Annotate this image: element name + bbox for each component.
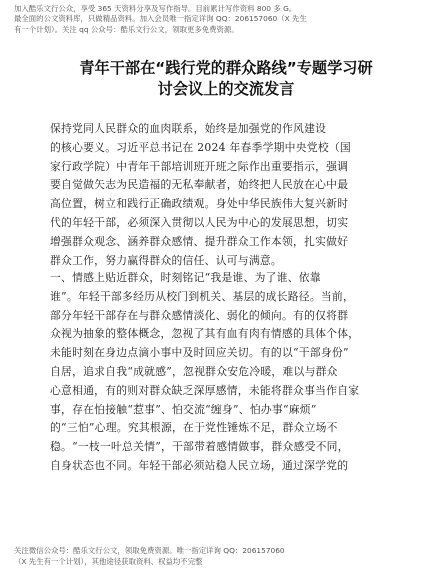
title-line: 青年干部在“践行党的群众路线”专题学习研 [79,59,373,77]
text-line: 自居，追求自我“成就感”，忽视群众安危冷暖，难以与群众 [50,364,338,378]
header-line: 有一个计划）。关注 qq 公众号：酷乐文行公文，领取更多免费资源。 [14,24,239,34]
paragraph-intro [50,120,396,270]
text-line: 保持党同人民群众的血肉联系，始终是加强党的作风建设 [50,122,327,135]
text-line: 未能时刻在身边点滴小事中及时回应关切。有的以“干部身份” [50,346,349,360]
text-line: 家行政学院）中青年干部培训班开班之际作出重要指示，强调 [50,159,349,173]
text-line: 增强群众观念、涵养群众感情、提升群众工作本领，扎实做好 [50,234,349,248]
text-line: 自身状态也不同。年轻干部必须站稳人民立场，通过深学党的 [50,458,349,472]
text-line: 一、情感上贴近群众，时刻铭记“我是谁、为了谁、依靠 [50,271,321,284]
text-line: 事，存在怕接触“惹事”、怕交流“缠身”、怕办事“麻烦” [50,402,317,416]
title-line: 讨会议上的交流发言 [157,80,295,98]
footer-line: （X 先生有一个计划），其他途径获取资料、权益均不完整 [14,557,203,566]
text-line: 代的年轻干部，必须深入贯彻以人民为中心的发展思想，切实 [50,215,349,229]
text-line: 的核心要义。习近平总书记在 2024 年春季学期中央党校（国 [50,140,351,154]
header-line: 最全面的公文资料库，只做精品资料。加入会员唯一指定详询 QQ：206157060（X 先生 [14,14,307,24]
text-line: 谁”。年轻干部多经历从校门到机关、基层的成长路径。当前， [50,289,355,303]
document-title [36,58,416,100]
page-header-notice [14,4,434,35]
text-line: 高位置，树立和践行正确政绩观。身处中华民族伟大复兴新时 [50,197,349,211]
text-line: 群众工作，努力赢得群众的信任、认可与满意。 [50,253,282,267]
paragraph-section-one [50,269,396,476]
text-line: 众视为抽象的整体概念，忽视了其有血有肉有情感的具体个体， [50,327,360,341]
footer-line: 关注微信公众号：酷乐文行公文，领取免费资源。唯一指定详询 QQ：206157060 [14,546,285,555]
text-line: 的“三怕”心理。究其根源，在于党性锤炼不足，群众立场不 [50,421,338,435]
text-line: 要自觉做矢志为民造福的无私奉献者，始终把人民放在心中最 [50,178,349,192]
text-line: 稳。“一枝一叶总关情”，干部带着感情做事，群众感受不同， [50,440,349,454]
header-line: 加入酷乐文行公众，享受 365 天资料分享及写作指导。目前累计写作资料 800 多 G。 [14,4,297,13]
page-footer-notice [14,545,434,567]
text-line: 心意相通，有的则对群众缺乏深厚感情，未能将群众事当作自家 [50,383,360,397]
text-line: 部分年轻干部存在与群众感情淡化、弱化的倾向。有的仅将群 [50,308,349,322]
